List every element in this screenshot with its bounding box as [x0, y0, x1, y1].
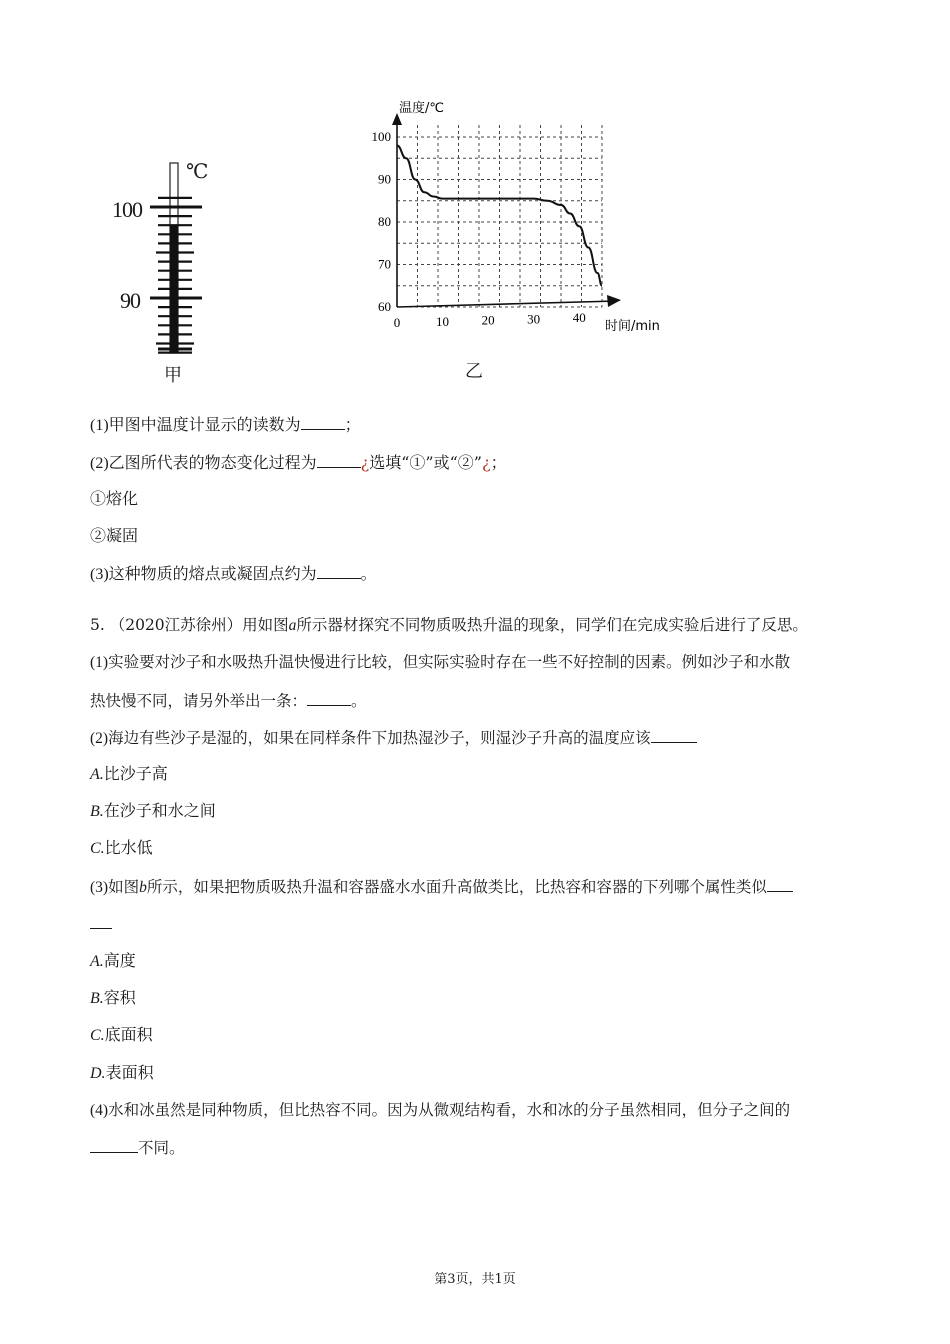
- q5-part3: (3)如图b所示，如果把物质吸热升温和容器盛水水面升高做类比，比热容和容器的下列哪个属性类似: [90, 876, 793, 898]
- x-axis: [397, 301, 617, 307]
- thermometer-figure: [110, 155, 220, 385]
- y-tick-label: 70: [378, 256, 391, 272]
- graph-x-axis-label: 时间/min: [605, 319, 660, 334]
- q4-part2: (2)乙图所代表的物态变化过程为 ¿选填“①”或“②”¿；: [90, 453, 507, 472]
- q5-p3-option-a: A.高度: [90, 951, 136, 970]
- q5-p3-option-c: C.底面积: [90, 1025, 153, 1044]
- q4-option-2: ②凝固: [90, 526, 139, 545]
- x-axis-arrow: [607, 295, 621, 307]
- q5-p3-option-d: D.表面积: [90, 1063, 154, 1082]
- graph-axes: [392, 113, 621, 307]
- q4-part1: (1)甲图中温度计显示的读数为 ；: [90, 415, 361, 434]
- x-tick-label: 40: [572, 310, 586, 326]
- y-tick-label: 80: [378, 214, 391, 229]
- temperature-graph-figure: [355, 95, 695, 385]
- q5-p2-option-c: C.比水低: [90, 838, 153, 857]
- y-tick-label: 60: [378, 299, 391, 314]
- q5-part3-blank-continued: [90, 913, 112, 934]
- page-footer: 第3页，共1页: [434, 1272, 516, 1287]
- temperature-graph: [355, 95, 695, 345]
- q5-part4-line1: (4)水和冰虽然是同种物质，但比热容不同。因为从微观结构看，水和冰的分子虽然相同，但分子之间的: [90, 1101, 791, 1119]
- q5-part1-line1: (1)实验要对沙子和水吸热升温快慢进行比较，但实际实验时存在一些不好控制的因素。例如沙子和水散: [90, 653, 791, 671]
- q5-intro: 5. （2020江苏徐州）用如图a所示器材探究不同物质吸热升温的现象，同学们在完成实验后进行了反思。: [90, 616, 808, 634]
- q5-p2-option-b: B.在沙子和水之间: [90, 801, 216, 820]
- x-tick-label: 20: [481, 312, 495, 328]
- q4-option-1: ①熔化: [90, 489, 139, 508]
- thermometer-caption: 甲: [164, 365, 182, 386]
- q5-part2: (2)海边有些沙子是湿的，如果在同样条件下加热湿沙子，则湿沙子升高的温度应该: [90, 727, 697, 749]
- x-tick-label: 10: [436, 313, 450, 329]
- q5-part1-line2: 热快慢不同，请另外举出一条： 。: [90, 692, 367, 710]
- y-tick-label: 90: [378, 171, 391, 187]
- q5-p3-option-b: B.容积: [90, 988, 136, 1007]
- graph-caption: 乙: [465, 361, 483, 382]
- q4-part3: (3)这种物质的熔点或凝固点约为 。: [90, 564, 377, 583]
- q5-p2-option-a: A.比沙子高: [90, 764, 168, 783]
- graph-y-axis-label: 温度/℃: [399, 101, 444, 116]
- graph-grid: [397, 125, 602, 307]
- thermometer-unit: ℃: [186, 159, 209, 183]
- y-tick-label: 100: [371, 129, 391, 144]
- thermometer-label-90: 90: [120, 288, 140, 313]
- x-tick-label: 0: [393, 315, 401, 330]
- q5-part4-line2: 不同。: [90, 1137, 185, 1158]
- thermometer-drawing: [110, 155, 220, 385]
- graph-x-ticks: [394, 310, 586, 330]
- graph-y-ticks: [372, 129, 392, 314]
- x-tick-label: 30: [527, 311, 541, 327]
- thermometer-label-100: 100: [112, 197, 142, 222]
